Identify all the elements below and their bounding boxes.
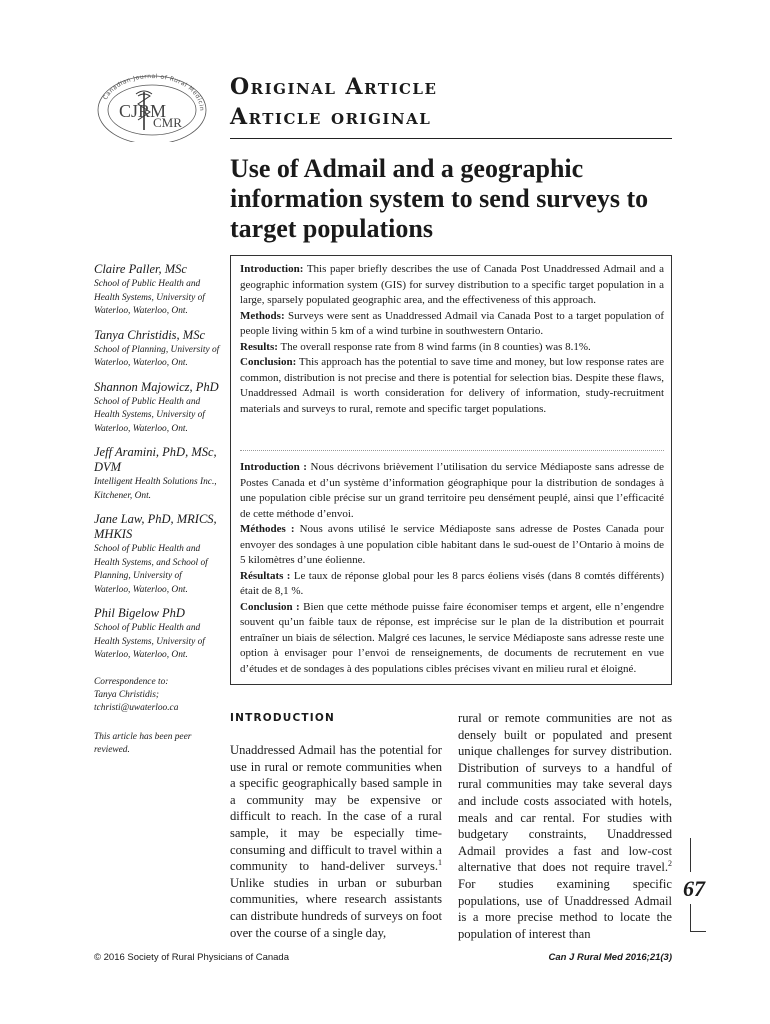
- abstract-results-label: Results:: [240, 340, 278, 353]
- correspondence-email[interactable]: tchristi@uwaterloo.ca: [94, 702, 179, 713]
- body-text: rural or remote communities are not as densely built or populated and present unique challenges for survey distribution. Distribution of surveys to a handful of rural communities may take several days and include costs associated with hotels, meals and car rental. For studies with budgetary constraints, Unaddressed Admail provides a fast and low-cost alternative that does not require travel.: [458, 711, 672, 875]
- page-number-bar: [690, 931, 706, 932]
- author-name: Jane Law, PhD, MRICS, MHKIS: [94, 512, 217, 541]
- abstract-results-text: The overall response rate from 8 wind farms (in 8 counties) was 8.1%.: [280, 340, 591, 353]
- header-rule: [230, 138, 672, 139]
- abstract-intro-label: Introduction:: [240, 263, 304, 275]
- abstract-french: [240, 460, 664, 677]
- peer-review-note: This article has been peer reviewed.: [94, 731, 192, 755]
- article-title: Use of Admail and a geographic information system to send surveys to target populations: [230, 154, 649, 243]
- correspondence-name: Tanya Christidis;: [94, 689, 160, 700]
- correspondence: [94, 676, 220, 715]
- author-name: Tanya Christidis, MSc: [94, 327, 206, 342]
- author-affiliation: School of Public Health and Health Systems, University of Waterloo, Waterloo, Ont.: [94, 396, 205, 434]
- abstract-conclusion-text: This approach has the potential to save time and money, but low response rates are common, distribution is not precise and there is potential for selection bias. Despite these flaws, Unaddressed Admail is worth consideration for delivery of information, study-recruitment materials and surveys to rural, remote and specific target populations.: [240, 356, 664, 415]
- resume-results-label: Résultats :: [240, 569, 291, 582]
- body-text: Unlike studies in urban or suburban communities, where research assistants can distribute hundreds of surveys on foot over the course of a single day,: [230, 875, 442, 940]
- logo-abbr-fr: CMR: [153, 115, 182, 130]
- abstract-conclusion-label: Conclusion:: [240, 356, 297, 368]
- author-name: Jeff Aramini, PhD, MSc, DVM: [94, 445, 217, 474]
- resume-methods-label: Méthodes :: [240, 523, 295, 535]
- author-affiliation: School of Public Health and Health Systems, University of Waterloo, Waterloo, Ont.: [94, 623, 205, 660]
- article-type-fr: Article original: [230, 104, 432, 130]
- reference-marker[interactable]: 1: [438, 857, 442, 867]
- author-name: Phil Bigelow PhD: [94, 606, 185, 620]
- footer-copyright: © 2016 Society of Rural Physicians of Canada: [94, 952, 289, 963]
- author-affiliation: Intelligent Health Solutions Inc., Kitchener, Ont.: [94, 477, 217, 501]
- abstract-intro-text: This paper briefly describes the use of Canada Post Unaddressed Admail and a geographic information system (GIS) for survey distribution to a specific target population in a large, sparsely populated geographic area, and the effectiveness of this approach.: [240, 263, 664, 306]
- author-affiliation: School of Public Health and Health Systems, University of Waterloo, Waterloo, Ont.: [94, 279, 205, 316]
- journal-logo: [92, 72, 212, 142]
- resume-conclusion-label: Conclusion :: [240, 600, 300, 613]
- resume-methods-text: Nous avons utilisé le service Médiaposte sans adresse de Postes Canada pour envoyer des sondages à une population cible habitant dans le sud-ouest de l’Ontario à moins de 5 kilomètres d’une éolienne.: [240, 523, 664, 566]
- body-column-2: [458, 710, 672, 942]
- page-number-bar: [690, 838, 691, 872]
- page-number: 67: [683, 876, 705, 901]
- article-type-en: Original Article: [230, 74, 438, 100]
- author-name: Claire Paller, MSc: [94, 262, 187, 276]
- abstract-english: [240, 262, 664, 417]
- footer-citation: Can J Rural Med 2016;21(3): [548, 952, 672, 963]
- abstract-methods-label: Methods:: [240, 309, 285, 322]
- resume-results-text: Le taux de réponse global pour les 8 parcs éoliens visés (dans 8 comtés différents) était de 8,1 %.: [240, 569, 664, 597]
- resume-intro-label: Introduction :: [240, 461, 307, 473]
- abstract-divider: [240, 450, 664, 451]
- author-name: Shannon Majowicz, PhD: [94, 379, 219, 394]
- resume-intro-text: Nous décrivons brièvement l’utilisation du service Médiaposte sans adresse de Postes Canada et d’un système d’information géographique pour la distribution de sondages à une population cible précise sur un grand territoire peu densément peuplé, ainsi que l’efficacité de cette méthode d’envoi.: [240, 461, 664, 520]
- section-heading: INTRODUCTION: [230, 712, 335, 724]
- correspondence-label: Correspondence to:: [94, 676, 169, 687]
- author-affiliation: School of Public Health and Health Systems, and School of Planning, University of Waterloo, Waterloo, Ont.: [94, 544, 208, 595]
- reference-marker[interactable]: 2: [668, 859, 672, 869]
- page-number-bar: [690, 904, 691, 932]
- body-text: For studies examining specific populations, use of Unaddressed Admail is a more precise method to locate the population of interest than: [458, 876, 672, 941]
- abstract-methods-text: Surveys were sent as Unaddressed Admail via Canada Post to a target population of people living within 5 km of a wind turbine in southwestern Ontario.: [240, 309, 665, 337]
- logo-abbr-en: CJRM: [119, 101, 167, 121]
- author-sidebar: [94, 262, 220, 757]
- author-affiliation: School of Planning, University of Waterloo, Waterloo, Ont.: [94, 344, 220, 368]
- resume-conclusion-text: Bien que cette méthode puisse faire économiser temps et argent, elle n’engendre souvent qu’un faible taux de réponse, est imprécise sur le plan de la distribution et pourrait entraîner un biais de sélection. Malgré ces lacunes, le service Médiaposte sans adresse reste une option à envisager pour l’envoi de renseignements, de documents de recrutement en vue d’études et de sondages à des populations cibles précises vivant en milieu rural et éloigné.: [240, 600, 665, 675]
- body-text: Unaddressed Admail has the potential for use in rural or remote communities when a specific geographically based sample in a community may be expensive or difficult to reach. In the case of a rural sample, it may be especially time-consuming and difficult to travel within a community to hand-deliver surveys.: [230, 743, 442, 874]
- body-column-1: [230, 742, 442, 941]
- logo-arc-text: Canadian Journal of Rural Medicin: [101, 72, 206, 112]
